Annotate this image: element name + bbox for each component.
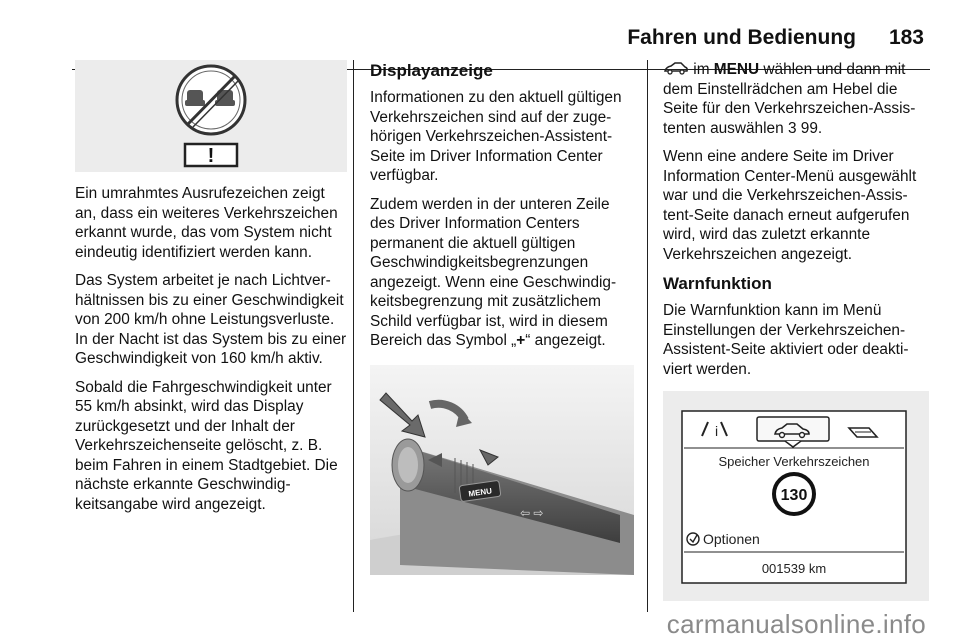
lever-menu-label: MENU <box>467 485 493 499</box>
speed-limit-value: 130 <box>780 487 808 504</box>
page-header <box>72 22 930 50</box>
col2-paragraph-2 <box>370 195 634 351</box>
steering-lever-illustration <box>370 365 634 575</box>
svg-text:i: i <box>715 423 719 439</box>
col3-p1-text-a: im <box>689 61 714 78</box>
watermark: carmanualsonline.info <box>666 609 926 639</box>
svg-text:⇦ ⇨: ⇦ ⇨ <box>520 505 544 520</box>
col3-paragraph-3: Die Warnfunktion kann im Menü Einstellungen der Verkehrszeichen-Assistent-Seite aktiviert oder deaktiviert werden. <box>663 302 909 378</box>
column-1 <box>75 60 347 523</box>
col2-p2-text-a: Zudem werden in der unteren Zeile des Driver Information Centers permanent die aktuell gültigen Geschwindigkeitsbegrenzungen angezeigt. Wenn eine Geschwindigkeitsbegrenzung mit zusätzlichem Schild verfügbar ist, wird in diesem Bereich das Symbol „ <box>370 195 617 349</box>
page-title: Fahren und Bedienung <box>627 26 856 49</box>
col3-paragraph-1 <box>663 60 929 138</box>
page-ref-99: 3 99. <box>787 119 823 137</box>
column-divider-left <box>353 60 354 612</box>
col1-paragraph-2: Das System arbeitet je nach Lichtverhältnissen bis zu einer Geschwindigkeit von 200 km/h ohne Leistungsverluste. In der Nacht ist das System bis zu einer Geschwindigkeit von 160 km/h aktiv. <box>75 272 347 367</box>
col3-p1-text-b: wählen und dann mit dem Einstellrädchen am Hebel die Seite für den Verkehrszeichen-Assistenten auswählen <box>663 61 916 137</box>
car-symbol-icon <box>663 61 689 78</box>
col2-p2-text-b: “ angezeigt. <box>525 332 606 349</box>
steering-lever-figure <box>370 365 634 575</box>
plus-symbol: + <box>516 332 526 349</box>
no-overtaking-end-sign-icon <box>75 60 347 172</box>
column-3 <box>663 60 929 601</box>
display-odometer: 001539 km <box>761 561 827 576</box>
col1-paragraph-3: Sobald die Fahrgeschwindigkeit unter 55 km/h absinkt, wird das Display zurückgesetzt und der Inhalt der Verkehrszeichenseite gelöscht, z. B. beim Fahren in einem Stadtgebiet. Die nächste erkannte Geschwindigkeitsangabe wird angezeigt. <box>75 378 338 513</box>
column-divider-right <box>647 60 648 612</box>
col1-paragraph-1: Ein umrahmtes Ausrufezeichen zeigt an, dass ein weiteres Verkehrszeichen erkannt wurde, das vom System nicht eindeutig identifiziert werden kann. <box>75 185 338 261</box>
exclamation-sign-text: ! <box>207 145 215 167</box>
display-title: Speicher Verkehrszeichen <box>718 454 870 469</box>
traffic-sign-figure <box>75 60 347 172</box>
col2-paragraph-1: Informationen zu den aktuell gültigen Verkehrszeichen sind auf der zugehörigen Verkehrszeichen-Assistent-Seite im Driver Information Center verfügbar. <box>370 89 622 184</box>
dic-display-figure <box>663 391 929 601</box>
tab-car-selected <box>757 417 829 441</box>
column-2 <box>370 60 634 575</box>
display-options: Optionen <box>703 531 760 547</box>
dic-display-screen <box>663 391 929 601</box>
heading-warnfunktion: Warnfunktion <box>663 274 772 293</box>
menu-button-ref: MENU <box>713 61 760 78</box>
page-number: 183 <box>888 26 924 49</box>
col3-paragraph-2: Wenn eine andere Seite im Driver Information Center-Menü ausgewählt war und die Verkehrszeichen-Assistent-Seite danach erneut aufgerufen wird, wird das zuletzt erkannte Verkehrszeichen angezeigt. <box>663 148 917 263</box>
heading-displayanzeige: Displayanzeige <box>370 61 493 80</box>
